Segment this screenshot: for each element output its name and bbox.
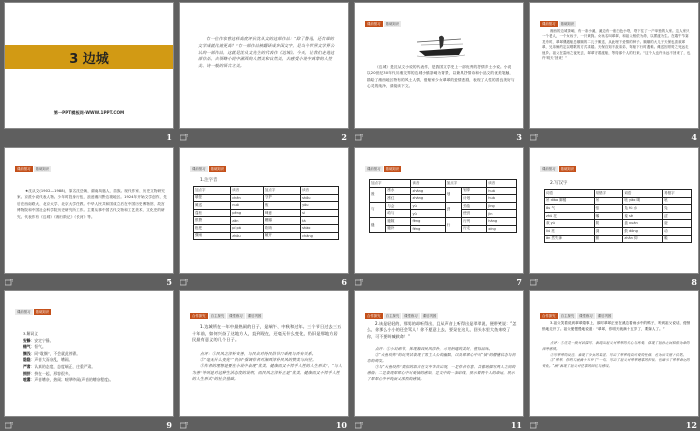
boat-illustration-icon [413,33,467,59]
table-cell: 吊 [594,197,623,205]
slide-thumbnail-4[interactable] [529,2,699,145]
note: 点评：①小说细节，体现湘西民风淳朴，可见相遇的美好，值得品味。 [375,347,493,351]
slide-number: 9 [166,420,172,430]
animation-star-icon[interactable] [180,422,188,429]
slide-thumbnail-5[interactable] [4,147,174,290]
tag-preview: 课前预习 [542,22,556,26]
table-cell: zān [231,217,264,225]
section-tabs [365,166,401,172]
slide-body-text: 3.祖父笑着说到翠翠婚事上，那时翠翠正坐在溪边看雨水中的鸭子，听到祖父说话，便悄悄地走开了。祖父便慢慢地说道：“翠翠，你明天就满十五岁了，要嫁人了。” [542,321,691,331]
tag-basics: 基础知识 [385,167,400,171]
table-cell: jìng [487,202,517,210]
slide-6[interactable] [179,147,349,274]
table-cell: 旋 [663,220,692,228]
table-cell: huà [487,195,517,203]
vocab-item: 喧嚣：声音嘈杂，热闹；喧哗吵闹(声音的嘈杂程度)。 [23,377,114,383]
slide-footer [4,276,174,290]
note: ②“大鱼咬你”的玩笑话表现了男主人公的幽默，以及翠翠心中对“情”的懵懂状态与初恋的萌发。 [367,353,516,363]
slide-number: 6 [341,277,347,287]
animation-star-icon[interactable] [355,422,363,429]
animation-star-icon[interactable] [530,422,538,429]
table-row [194,194,339,202]
table-cell: 羞 sè [623,212,663,220]
tag-preview: 课前预习 [367,167,381,171]
table-cell: 盘 xuán [623,220,663,228]
table-cell: háng [487,217,517,225]
slide-number: 10 [335,420,347,430]
table-cell: 吆 yāo 喝 [623,197,663,205]
table-cell: shǒu [301,194,339,202]
slide-number: 8 [691,277,697,287]
vocab-def: 安定宁静。 [34,337,54,343]
vocab-def: 认真的态度，态度端正，庄重严肃。 [34,363,96,369]
slide-thumbnail-12[interactable] [529,290,699,431]
table-cell: 吊 diào 脚楼 [545,197,595,205]
table-header: 加点字 [263,187,300,195]
slide-thumbnail-10[interactable] [179,290,349,431]
vocab-term: 喧嚣 [23,377,31,383]
commentary-notes [542,341,692,370]
tag-cooperation: 合作探究 [192,314,206,318]
table-header-row [545,190,692,198]
table-cell: 缝隙 [386,217,411,225]
table-cell: 划拳 [462,187,487,195]
table-cell: 傩送 [194,202,231,210]
table-row [370,210,517,218]
table-cell: 使劲 [462,210,487,218]
table-cell: zhàng [411,195,445,203]
table-cell: tà [301,217,339,225]
table-row [194,224,339,232]
animation-star-icon[interactable] [355,279,363,286]
table-header: 读音 [487,180,517,188]
tag-self-study: 自主探究 [385,314,400,318]
table-header: 词语 [545,190,595,198]
slide-12[interactable] [529,290,699,417]
tag-basics: 基础知识 [35,310,50,314]
polyphone-table [369,179,517,233]
section-title: 2.写汉字 [550,181,568,186]
table-header: 词语 [623,190,663,198]
table-cell: nuó [231,202,264,210]
table-cell: 嘱 [594,212,623,220]
table-header: 读音 [411,180,445,188]
slide-body-text: 湘西的边城茶峒，有一条小溪，溪边有一座白色小塔，塔下住了一户单独的人家。这人家只一个老人，一个女孩子，一只黄狗。女孩名叫翠翠，和祖父相依为命，以摆渡为生。在端午节赛龙舟时，翠翠偶遇船总顺顺的二儿子傩送，从此埋下爱情的种子。顺顺的大儿子天保也喜欢翠翠，兄弟俩约定以唱歌的方式求婚。天保自知不敌弟弟，驾船下行时遇难。傩送因哥哥之死远走他乡。祖父在雷雨之夜死去，翠翠守着渡船，等待那个人的归来。“这个人也许永远不回来了，也许‘明天’回来！” [542,29,691,61]
note: ③作者的理想是要在小说中表现“优美、健康而又不悖乎人性的人生形式”，“与人为善”等则是对这种生活态度的说明，而民风之淳朴正是“优美、健康而又不悖乎人性的人生形式”的社会基础。 [192,363,342,381]
table-row [370,202,517,210]
note: ②“毫无什么变化”“仍旧”强调作者对湘西淳朴民风的赞美与向往。 [200,357,317,363]
slide-number: 3 [516,132,522,142]
vocab-term: 搁浅 [23,350,31,356]
tag-basics: 基础知识 [560,167,575,171]
slide-footer [529,276,699,290]
vocab-item: 隐隐：声音大而杂乱，嘈闹。 [23,357,73,363]
table-cell: 给与 [386,210,411,218]
table-cell: xíng [487,225,517,233]
slide-thumbnail-6[interactable] [179,147,349,290]
table-cell: sì [301,209,339,217]
table-cell: 敞开 [263,232,300,240]
slide-thumbnail-1[interactable] [4,2,174,145]
table-cell: shào [301,224,339,232]
note: 点评：①这是一段对话描写，表现出祖父对翠翠的关心与疼爱，体现了祖孙之间相依为命的深厚感情。 [542,341,690,351]
slide-number: 12 [685,420,697,430]
table-cell: 攸 [263,202,300,210]
title-band [5,45,173,69]
table-row [545,227,692,235]
table-cell: 瞻 [663,235,692,243]
slide-footer [354,131,524,145]
table-row [370,187,517,195]
table-cell: féng [411,225,445,233]
section-tabs [540,21,576,27]
table-header: 易错字 [663,190,692,198]
table-cell: ān 然失神 [545,235,595,243]
slide-3[interactable] [354,2,524,129]
slide-10[interactable] [179,290,349,417]
note: ③与“大鱼咬你”类似的语言在文中多次出现，一是作者有意、含蓄地描写两人之间的感情；二是表现翠翠心中对爱情的感知，是文中的一条暗线，预示着两个人的命运，展示了翠翠心中单纯而又浓烈的感情。 [367,365,516,381]
table-cell: yōu [301,202,339,210]
writing-table [544,189,692,243]
table-cell: yǔ [411,210,445,218]
table-cell: 涨红 [386,195,411,203]
table-cell: 劲 [445,202,461,217]
table-cell: 嗔怪 [194,194,231,202]
vocab-item: 严肃：认真的态度，态度端正，庄重严肃。 [23,363,96,369]
slide-thumbnail-9[interactable] [4,290,174,431]
table-cell: 银簪 [194,217,231,225]
slide-11[interactable] [354,290,524,417]
vocab-term: 赌气 [23,344,31,350]
tag-preview: 课前预习 [17,167,31,171]
commentary-notes [192,351,342,382]
table-cell: 枇杷 [194,224,231,232]
vocab-def: 声音大而杂乱，嘈闹。 [34,357,73,363]
section-title: 1.注字音 [200,178,218,183]
table-cell: 凫 fú 水 [623,205,663,213]
slide-1[interactable] [4,2,174,129]
table-row [545,235,692,243]
table-cell: 浏 [594,227,623,235]
slide-thumbnail-11[interactable] [354,290,524,431]
tag-after-class: 课后巩固 [422,314,437,318]
table-cell: 黯 [594,235,623,243]
table-row [545,205,692,213]
tag-self-study: 自主探究 [560,314,575,318]
table-cell: 吆 [663,197,692,205]
slide-number: 1 [166,132,172,142]
animation-star-icon[interactable] [5,422,13,429]
tag-basics: 基础知识 [560,22,575,26]
tag-basics: 基础知识 [385,22,400,26]
table-cell: 与 [370,202,386,217]
table-cell: fèng [411,217,445,225]
table-row [370,217,517,225]
table-cell: 糟蹋 [263,217,300,225]
table-header-row [370,180,517,188]
vocab-def: 怄气。 [34,344,46,350]
slide-number: 2 [341,132,347,142]
slide-body-text: 2.该是轻轻的，那男的却听得出，且从声音上听得出是翠翠说，便带笑说：“怎么，你那么小小的还会骂人！你不愿意上去，要呆在这儿，回头水里大鱼来咬了你，可不要叫喊救命！” [367,321,517,339]
table-row [194,232,339,240]
table-cell: chǎng [301,232,339,240]
slide-body-text: ★沈从文(1902—1988)，原名沈岳焕，湖南凤凰人，苗族。现代作家、历史文物研究家。京派小说代表人物。少年时投身行伍，浪迹湘川黔边境地区。1924年开始文学创作，先后在西南联大、北京大学、北京大学任教。中华人民共和国成立后在中国历史博物馆、故宫博物院和中国社会科学院历史研究所工作。主要从事中国古代文物和工艺美术、文化史的研究。代表作有《边城》《湘行散记》《长河》等。 [17,189,167,219]
table-cell: péng [231,209,264,217]
table-cell: 划 [445,187,461,202]
slide-footer [354,419,524,431]
table-cell: 行 [445,217,461,232]
table-header: 易错字 [594,190,623,198]
slide-footer [354,276,524,290]
animation-star-icon[interactable] [180,279,188,286]
vocab-list [23,331,113,384]
slide-body-text: 1.边城所在一年中最热闹的日子，是端午、中秋和过年。三个节日过去三五十年前，如何兴奋了这地方人，直到现在，还毫无什么变化，仍旧是那地方居民最有意义的几个日子。 [192,324,342,343]
slide-number: 4 [691,132,697,142]
animation-star-icon[interactable] [355,134,363,141]
table-header: 读音 [231,187,264,195]
slide-5[interactable] [4,147,174,274]
section-tabs [365,313,438,319]
slide-9[interactable] [4,290,174,417]
table-cell: zhǔ 托 [545,212,595,220]
note: ③“翠翠，你明天就满十五岁了”一句，写出了祖父对翠翠婚事的担忧，也暗示了翠翠命运的变化。“满”表现了祖父对往事的回忆与感叹。 [542,358,690,369]
pronunciation-table [193,186,339,240]
slide-number: 11 [510,420,522,430]
vocab-item: 赌气：怄气。 [23,344,46,350]
table-cell: zhān 仰 [623,235,663,243]
section-tabs [15,309,51,315]
table-cell: 行列 [462,217,487,225]
slide-7[interactable] [354,147,524,274]
table-cell: 计划 [462,195,487,203]
site-credit: 第一PPT模板网-WWW.1PPT.COM [53,110,125,115]
table-cell: 娱 [594,220,623,228]
table-row [370,225,517,233]
table-header: 加点字 [370,180,411,188]
tag-preview: 课前预习 [192,167,206,171]
table-cell: 动 [663,227,692,235]
tag-class-practice: 课堂练习 [579,314,593,318]
slide-title: 3 边城 [69,51,109,67]
slide-body-text: 有一位作家曾这样高度评价沈从文的这部作品：“除了鲁迅，还有谁的文学成就比他更高？”有一部作品被翻译成多国文字，是当今世界文学界公认的一部作品，这就是沈从文先生的代表作《边城》。今天，让我们走进这部作品，去领略小说中湘西的人情美和自然美，去感受小说中真挚的人性美、诗一般的语言之美。 [198,36,335,69]
table-header: 读音 [301,187,339,195]
slide-footer [4,419,174,431]
table-cell: zhǎng [411,187,445,195]
animation-star-icon[interactable] [180,134,188,141]
table-cell: 缝补 [386,225,411,233]
tag-class-practice: 课堂练习 [229,314,243,318]
vocab-term: 安静 [23,337,31,343]
animation-star-icon[interactable] [5,279,13,286]
vocab-term: 拥挤 [23,370,31,376]
table-cell: 与会 [386,202,411,210]
table-cell: 缝 [370,217,386,232]
slide-4[interactable] [529,2,699,129]
vocab-item: 拥挤：挤在一起，形容很多。 [23,370,73,376]
animation-star-icon[interactable] [530,134,538,141]
table-row [545,220,692,228]
slide-number: 7 [516,277,522,287]
vocab-def: 挤在一起，形容很多。 [34,370,73,376]
table-cell: ǒu 气 [545,205,595,213]
slide-footer [179,276,349,290]
slide-thumbnail-8[interactable] [529,147,699,290]
table-cell: 凫 [663,205,692,213]
table-cell: 吹哨 [263,224,300,232]
table-cell: pí pá [231,224,264,232]
section-tabs [540,313,613,319]
vocab-term: 隐隐 [23,357,31,363]
slide-thumbnail-7[interactable] [354,147,524,290]
table-cell: yù [411,202,445,210]
table-cell: 怄 [594,205,623,213]
table-cell: 欢 yú [545,220,595,228]
commentary-notes [367,346,517,382]
table-row [545,212,692,220]
table-cell: liú 亮 [545,227,595,235]
slide-footer [529,419,699,431]
table-row [194,209,339,217]
slide-footer [179,131,349,145]
animation-star-icon[interactable] [530,279,538,286]
table-cell: 蓬松 [194,209,231,217]
table-row [545,197,692,205]
tag-cooperation: 合作探究 [542,314,556,318]
vocab-item: 搁浅：同“耽搁”，不会就此停滞。 [23,350,81,356]
slide-footer [529,131,699,145]
slide-footer [4,131,174,145]
table-cell: 劲敌 [462,202,487,210]
tag-basics: 基础知识 [210,167,225,171]
slide-footer [179,419,349,431]
section-tabs [365,21,401,27]
tag-preview: 课前预习 [17,310,31,314]
table-row [194,202,339,210]
vocab-def: 声音嘈杂，热闹；喧哗吵闹(声音的嘈杂程度)。 [34,377,114,383]
table-row [370,195,517,203]
slide-8[interactable] [529,147,699,274]
section-tabs [15,166,51,172]
table-cell: 涨水 [386,187,411,195]
table-cell: 行走 [462,225,487,233]
tag-class-practice: 课堂练习 [404,314,418,318]
section-tabs [540,166,576,172]
table-cell: zhòu [231,232,264,240]
note: ②写翠翠的反应，表现了少女的羞涩，写出了翠翠纯真可爱的性格，也为后文埋下伏笔。 [550,352,687,357]
slide-body-text: 《边城》是沈从文小说的代表作，是我国文学史上一部优秀的抒情乡土小说。小说以20世纪30年代川湘交界的边城小镇茶峒为背景，以兼具抒情诗和小品文的优美笔触，描绘了湘西地区特有的风土人情，借船家少女翠翠的爱情悲剧，表现了人性的善良美好与心灵的纯净，请阅读下文。 [367,65,515,89]
table-cell: 涨 [370,187,386,202]
slide-thumbnail-3[interactable] [354,2,524,145]
table-row [194,217,339,225]
tag-preview: 课前预习 [367,22,381,26]
slide-2[interactable] [179,2,349,129]
tag-preview: 课前预习 [542,167,556,171]
table-cell: 鼓 dòng [623,227,663,235]
tag-basics: 基础知识 [35,167,50,171]
tag-after-class: 课后巩固 [597,314,612,318]
vocab-item: 安静：安定宁静。 [23,337,54,343]
slide-thumbnail-2[interactable] [179,2,349,145]
table-cell: 肆意 [263,209,300,217]
table-cell: 涩 [663,212,692,220]
section-title: 3.解词义 [23,331,39,336]
section-tabs [190,313,263,319]
table-cell: 守护 [263,194,300,202]
vocab-def: 同“耽搁”，不会就此停滞。 [34,350,81,356]
tag-self-study: 自主探究 [210,314,225,318]
tag-cooperation: 合作探究 [367,314,381,318]
table-header: 加点字 [445,180,486,188]
table-cell: huá [487,187,517,195]
table-cell: jìn [487,210,517,218]
table-cell: 骤雨 [194,232,231,240]
vocab-term: 严肃 [23,363,31,369]
table-cell: chēn [231,194,264,202]
table-header: 加点字 [194,187,231,195]
section-tabs [190,166,226,172]
slide-number: 5 [166,277,172,287]
note: 点评：①民风之淳朴安善，与民众对待民俗节日重视与否有关系。 [200,351,316,356]
table-header-row [194,187,339,195]
tag-after-class: 课后巩固 [247,314,262,318]
